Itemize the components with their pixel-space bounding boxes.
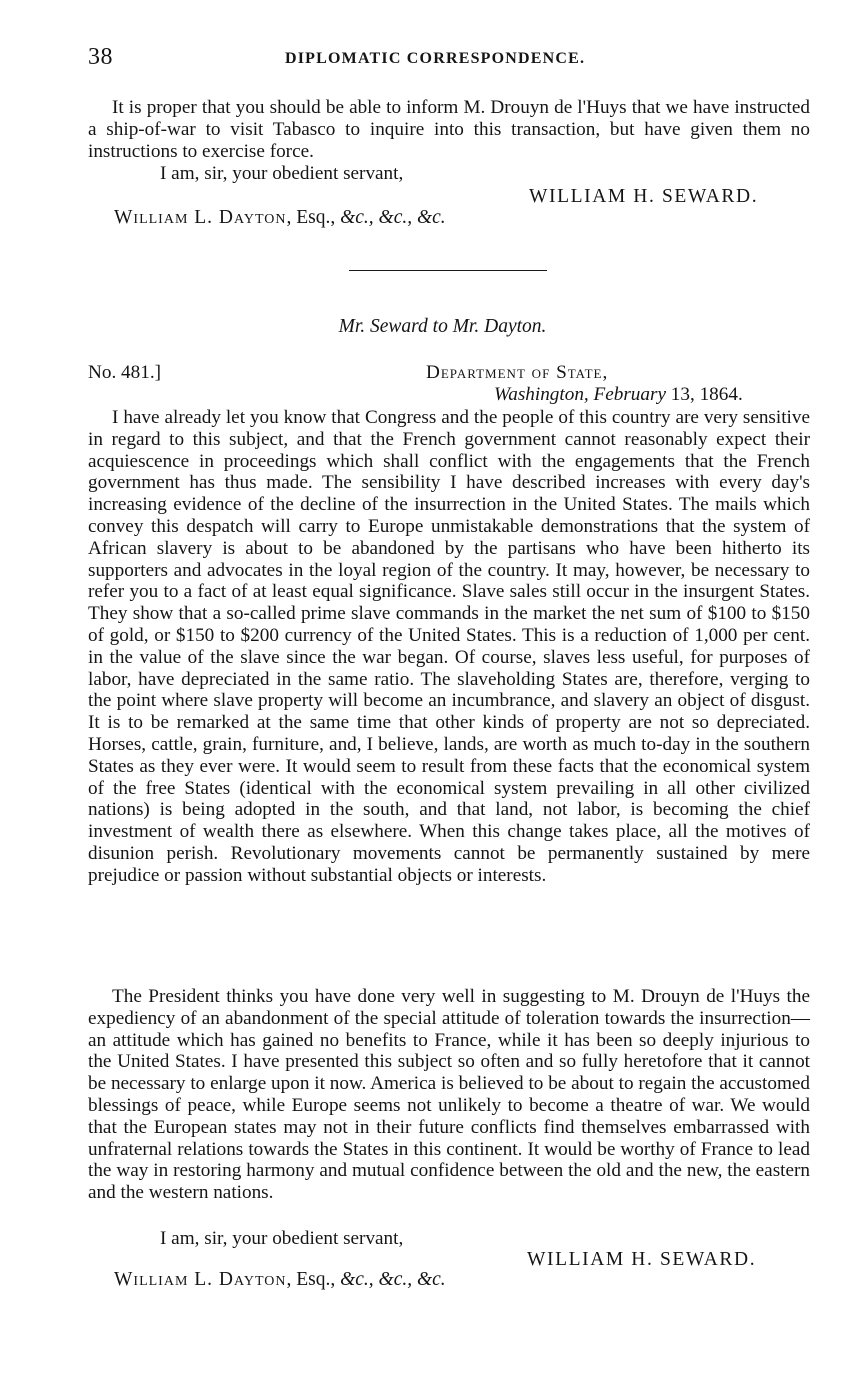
letter-title: Mr. Seward to Mr. Dayton.	[338, 316, 547, 337]
body-paragraph-1: I have already let you know that Congress and the people of this country are very sensitive in regard to this subject, and that the French government cannot reasonably expect their acquiescence in proceedings which shall conflict with the engagements that the French government has thus made. The sensibility I have described increases with every day's increasing evidence of the decline of the insurrection in the United States. The mails which convey this despatch will carry to Europe unmistakable demonstrations that the system of African slavery is about to be abandoned by the partisans who have been hitherto its supporters and advocates in the loyal region of the country. It may, however, be necessary to refer you to a fact of at least equal significance. Slave sales still occur in the insurgent States. They show that a so-called prime slave commands in the market the net sum of $100 to $150 of gold, or $150 to $200 currency of the United States. This is a reduction of 1,000 per cent. in the value of the slave since the war began. Of course, slaves less useful, for purposes of labor, have depreciated in the same ratio. The slaveholding States are, therefore, verging to the point where slave property will become an incumbrance, and slavery an object of disgust. It is to be remarked at the same time that other kinds of property are not so depreciated. Horses, cattle, grain, furniture, and, I believe, lands, are worth as much to-day in the southern States as they ever were. It would seem to result from these facts that the economical system of the free States (identical with the economical system prevailing in all other civilized nations) is being adopted in the south, and that land, not labor, is becoming the chief investment of wealth there as elsewhere. When this change takes place, all the motives of disunion perish. Revolutionary movements cannot be permanently sustained by mere prejudice or passion without substantial objects or interests.	[88, 407, 810, 886]
addressee-name: William L. Dayton	[114, 207, 287, 228]
signature-2: WILLIAM H. SEWARD.	[527, 1249, 757, 1270]
valediction: I am, sir, your obedient servant,	[160, 163, 404, 184]
dateline	[494, 384, 743, 406]
signature: WILLIAM H. SEWARD.	[529, 186, 759, 207]
section-divider	[349, 270, 547, 271]
despatch-number: No. 481.]	[88, 362, 162, 383]
addressee-2	[114, 1269, 446, 1291]
addressee-suffix-2: , Esq.,	[286, 1269, 341, 1290]
department-heading: Department of State,	[426, 362, 609, 383]
page-header	[88, 44, 810, 74]
dateline-date: 13, 1864.	[665, 384, 743, 405]
dateline-place: Washington, February	[494, 384, 666, 405]
letter-closing-paragraph: It is proper that you should be able to inform M. Drouyn de l'Huys that we have instructed a ship-of-war to visit Tabasco to inquire into this transaction, but have given them no instructions to exercise force.	[88, 97, 810, 162]
body-paragraph-2: The President thinks you have done very well in suggesting to M. Drouyn de l'Huys the expediency of an abandonment of the special attitude of toleration towards the insurrection—an attitude which has gained no benefits to France, while it has been so deeply injurious to the United States. I have presented this subject so often and so fully heretofore that it cannot be necessary to enlarge upon it now. America is believed to be about to regain the accustomed blessings of peace, while Europe seems not unlikely to become a theatre of war. We would that the European states may not in their future conflicts find themselves embarrassed with unfraternal relations towards the States in this continent. It would be worthy of France to lead the way in restoring harmony and mutual confidence between the old and the new, the eastern and the western nations.	[88, 986, 810, 1204]
addressee-suffix: , Esq.,	[286, 207, 341, 228]
addressee-etc-2: &c., &c., &c.	[340, 1269, 446, 1290]
addressee	[114, 207, 446, 229]
valediction-2: I am, sir, your obedient servant,	[160, 1228, 404, 1249]
page-number: 38	[88, 44, 113, 70]
addressee-etc: &c., &c., &c.	[340, 207, 446, 228]
running-head: DIPLOMATIC CORRESPONDENCE.	[285, 50, 586, 67]
addressee-name-2: William L. Dayton	[114, 1269, 287, 1290]
